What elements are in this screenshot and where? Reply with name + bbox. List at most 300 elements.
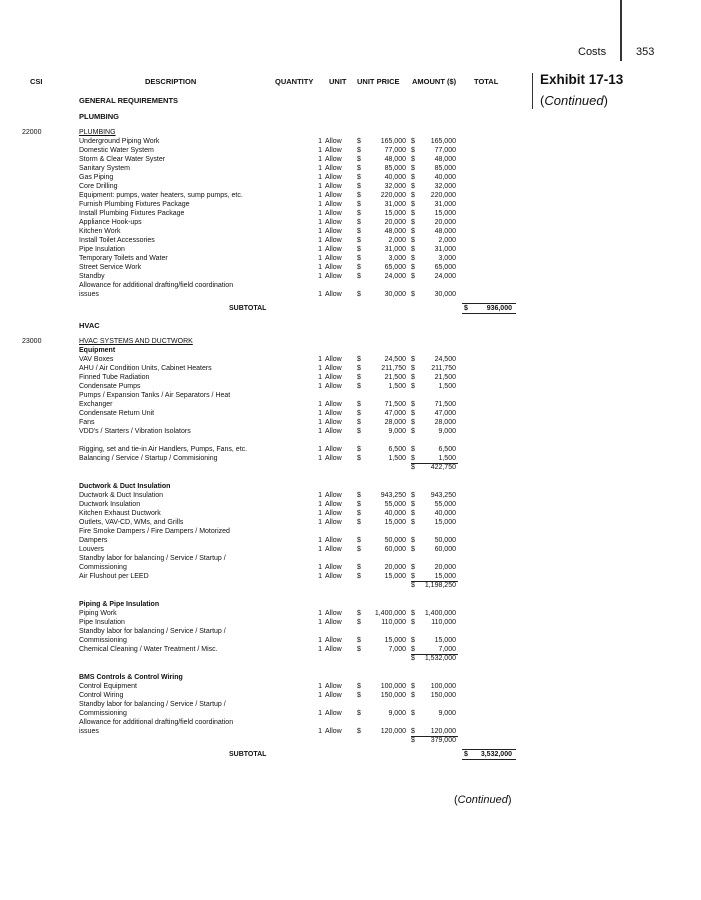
item-description: Commissioning (79, 637, 127, 644)
currency-symbol: $ (411, 710, 415, 717)
item-description: Pumps / Expansion Tanks / Air Separators / Heat (79, 392, 231, 399)
item-unit-price: 65,000 (384, 264, 406, 271)
item-unit: Allow (325, 401, 342, 408)
currency-symbol: $ (357, 537, 361, 544)
group-total-row (0, 463, 701, 472)
currency-symbol: $ (357, 637, 361, 644)
exhibit-title: Exhibit 17-13 (540, 72, 624, 87)
item-amount: 211,750 (431, 365, 456, 372)
currency-symbol: $ (411, 183, 415, 190)
currency-symbol: $ (411, 610, 415, 617)
item-description: Install Plumbing Fixtures Package (79, 210, 185, 217)
item-quantity: 1 (318, 637, 322, 644)
item-quantity: 1 (318, 492, 322, 499)
item-unit: Allow (325, 501, 342, 508)
item-amount: 60,000 (434, 546, 456, 553)
line-item (0, 636, 701, 645)
currency-symbol: $ (411, 356, 415, 363)
total-currency: $ (464, 305, 468, 312)
item-unit-price: 71,500 (384, 401, 406, 408)
item-amount: 120,000 (430, 728, 456, 735)
currency-symbol: $ (357, 192, 361, 199)
item-unit: Allow (325, 264, 342, 271)
section-heading (0, 112, 701, 121)
item-unit: Allow (325, 419, 342, 426)
plumbing-division-header (0, 128, 701, 137)
line-item (0, 563, 701, 572)
item-description: Fire Smoke Dampers / Fire Dampers / Motorized (79, 528, 230, 535)
item-quantity: 1 (318, 246, 322, 253)
item-unit: Allow (325, 365, 342, 372)
total-currency: $ (464, 751, 468, 758)
currency-symbol: $ (411, 192, 415, 199)
currency-symbol: $ (357, 728, 361, 735)
item-amount: 1,400,000 (424, 610, 456, 617)
item-description: Equipment: pumps, water heaters, sump pumps, etc. (79, 192, 243, 199)
item-description: Pipe Insulation (79, 619, 125, 626)
item-amount: 40,000 (434, 174, 456, 181)
item-quantity: 1 (318, 428, 322, 435)
line-item (0, 173, 701, 182)
plumbing-heading: PLUMBING (79, 112, 119, 121)
item-description: issues (79, 291, 99, 298)
item-unit-price: 1,500 (388, 383, 406, 390)
currency-symbol: $ (357, 147, 361, 154)
group-heading (0, 482, 701, 491)
group-heading (0, 346, 701, 355)
paren-close: ) (603, 93, 608, 108)
item-unit: Allow (325, 192, 342, 199)
item-unit: Allow (325, 410, 342, 417)
item-unit-price: 32,000 (384, 183, 406, 190)
item-amount: 85,000 (434, 165, 456, 172)
item-amount: 47,000 (434, 410, 456, 417)
running-header-section: Costs (578, 46, 607, 58)
item-unit: Allow (325, 138, 342, 145)
csi-code: 23000 (22, 338, 42, 345)
item-unit-price: 220,000 (380, 192, 406, 199)
item-unit: Allow (325, 637, 342, 644)
group-total-row (0, 654, 701, 663)
item-unit-price: 943,250 (380, 492, 406, 499)
item-quantity: 1 (318, 383, 322, 390)
currency-symbol: $ (357, 428, 361, 435)
item-unit-price: 28,000 (384, 419, 406, 426)
currency-symbol: $ (411, 291, 415, 298)
item-description: Gas Piping (79, 174, 114, 181)
item-quantity: 1 (318, 401, 322, 408)
subtotal-underline (462, 313, 516, 314)
subtotal-value: 3,532,000 (480, 751, 512, 758)
currency-symbol: $ (411, 501, 415, 508)
item-unit-price: 120,000 (380, 728, 406, 735)
item-quantity: 1 (318, 710, 322, 717)
item-unit-price: 60,000 (384, 546, 406, 553)
line-item (0, 645, 701, 654)
currency-symbol: $ (357, 683, 361, 690)
currency-symbol: $ (357, 446, 361, 453)
item-unit: Allow (325, 537, 342, 544)
col-header-quantity: QUANTITY (275, 77, 314, 86)
item-amount: 21,500 (434, 374, 456, 381)
item-description: Control Equipment (79, 683, 137, 690)
item-amount: 1,500 (438, 383, 456, 390)
currency-symbol: $ (411, 692, 415, 699)
division-title: PLUMBING (79, 129, 116, 136)
col-header-unit-price: UNIT PRICE (357, 77, 400, 86)
currency-symbol: $ (411, 201, 415, 208)
currency-symbol: $ (411, 246, 415, 253)
item-quantity: 1 (318, 156, 322, 163)
item-description: Condensate Return Unit (79, 410, 155, 417)
line-item (0, 218, 701, 227)
item-unit-price: 165,000 (380, 138, 406, 145)
line-item (0, 245, 701, 254)
item-quantity: 1 (318, 410, 322, 417)
item-unit-price: 15,000 (384, 519, 406, 526)
item-description: Chemical Cleaning / Water Treatment / Misc. (79, 646, 218, 653)
currency-symbol: $ (411, 646, 415, 653)
line-item (0, 191, 701, 200)
continued-word: Continued (544, 93, 604, 108)
item-description: Dampers (79, 537, 108, 544)
currency-symbol: $ (411, 519, 415, 526)
subtotal-overline (462, 303, 516, 304)
item-amount: 48,000 (434, 228, 456, 235)
item-unit-price: 9,000 (388, 710, 406, 717)
item-amount: 220,000 (430, 192, 456, 199)
currency-symbol: $ (357, 183, 361, 190)
item-unit-price: 3,000 (388, 255, 406, 262)
item-amount: 110,000 (431, 619, 456, 626)
section-heading (0, 321, 701, 330)
currency-symbol: $ (411, 728, 415, 735)
item-amount: 7,000 (438, 646, 456, 653)
item-quantity: 1 (318, 692, 322, 699)
item-quantity: 1 (318, 510, 322, 517)
item-unit: Allow (325, 219, 342, 226)
item-unit-price: 47,000 (384, 410, 406, 417)
subtotal-value: 936,000 (486, 305, 512, 312)
currency-symbol: $ (411, 210, 415, 217)
currency-symbol: $ (357, 174, 361, 181)
continued-word: Continued (457, 794, 508, 806)
item-unit-price: 9,000 (388, 428, 406, 435)
item-description: Commissioning (79, 564, 127, 571)
item-quantity: 1 (318, 273, 322, 280)
item-description: Standby labor for balancing / Service / Startup / (79, 555, 226, 562)
item-unit-price: 50,000 (384, 537, 406, 544)
currency-symbol: $ (357, 564, 361, 571)
line-item (0, 146, 701, 155)
item-unit-price: 15,000 (384, 573, 406, 580)
item-quantity: 1 (318, 210, 322, 217)
paren-open: ( (454, 794, 458, 806)
currency-symbol: $ (357, 237, 361, 244)
currency-symbol: $ (357, 573, 361, 580)
section-heading (0, 96, 701, 105)
item-unit: Allow (325, 455, 342, 462)
item-unit-price: 31,000 (384, 246, 406, 253)
currency-symbol: $ (357, 546, 361, 553)
group-total: 1,198,250 (424, 582, 456, 589)
item-unit-price: 55,000 (384, 501, 406, 508)
item-quantity: 1 (318, 192, 322, 199)
line-item (0, 182, 701, 191)
group-title: BMS Controls & Control Wiring (79, 674, 183, 681)
line-item (0, 382, 701, 391)
item-unit-price: 30,000 (384, 291, 406, 298)
item-description: Standby (79, 273, 105, 280)
currency-symbol: $ (357, 356, 361, 363)
currency-symbol: $ (357, 219, 361, 226)
item-unit-price: 24,500 (384, 356, 406, 363)
item-unit: Allow (325, 610, 342, 617)
item-description: Ductwork & Duct Insulation (79, 492, 164, 499)
line-item (0, 164, 701, 173)
item-amount: 24,500 (434, 356, 456, 363)
item-amount: 24,000 (434, 273, 456, 280)
item-amount: 77,000 (434, 147, 456, 154)
line-item (0, 545, 701, 554)
item-description: Rigging, set and tie-in Air Handlers, Pumps, Fans, etc. (79, 446, 248, 453)
item-description: Appliance Hook-ups (79, 219, 142, 226)
item-description: VDD's / Starters / Vibration Isolators (79, 428, 191, 435)
item-unit: Allow (325, 356, 342, 363)
currency-symbol: $ (357, 710, 361, 717)
item-quantity: 1 (318, 356, 322, 363)
line-item (0, 718, 701, 727)
item-unit: Allow (325, 183, 342, 190)
item-quantity: 1 (318, 174, 322, 181)
currency-symbol: $ (411, 637, 415, 644)
line-item (0, 263, 701, 272)
item-amount: 15,000 (434, 210, 456, 217)
item-unit-price: 6,500 (388, 446, 406, 453)
item-unit: Allow (325, 510, 342, 517)
line-item (0, 618, 701, 627)
item-amount: 2,000 (438, 237, 456, 244)
item-quantity: 1 (318, 501, 322, 508)
item-description: Kitchen Work (79, 228, 121, 235)
item-unit: Allow (325, 291, 342, 298)
item-amount: 28,000 (434, 419, 456, 426)
item-unit-price: 2,000 (388, 237, 406, 244)
item-unit: Allow (325, 619, 342, 626)
item-description: Sanitary System (79, 165, 130, 172)
item-amount: 20,000 (434, 219, 456, 226)
line-item (0, 491, 701, 500)
item-unit-price: 40,000 (384, 174, 406, 181)
currency-symbol: $ (411, 464, 415, 471)
currency-symbol: $ (357, 492, 361, 499)
currency-symbol: $ (411, 219, 415, 226)
item-description: Temporary Toilets and Water (79, 255, 168, 262)
line-item (0, 400, 701, 409)
item-amount: 9,000 (438, 428, 456, 435)
item-unit: Allow (325, 383, 342, 390)
line-item (0, 500, 701, 509)
item-description: Outlets, VAV-CD, WMs, and Grills (79, 519, 184, 526)
currency-symbol: $ (411, 264, 415, 271)
currency-symbol: $ (411, 510, 415, 517)
item-unit: Allow (325, 156, 342, 163)
currency-symbol: $ (411, 492, 415, 499)
item-description: Standby labor for balancing / Service / Startup / (79, 628, 226, 635)
hvac-heading: HVAC (79, 321, 100, 330)
item-unit: Allow (325, 165, 342, 172)
currency-symbol: $ (357, 383, 361, 390)
line-item (0, 691, 701, 700)
currency-symbol: $ (357, 255, 361, 262)
currency-symbol: $ (357, 401, 361, 408)
item-quantity: 1 (318, 455, 322, 462)
paren-open: ( (540, 93, 545, 108)
currency-symbol: $ (357, 201, 361, 208)
general-requirements-heading: GENERAL REQUIREMENTS (79, 96, 179, 105)
group-title: Equipment (79, 347, 116, 354)
line-item (0, 527, 701, 536)
item-unit: Allow (325, 710, 342, 717)
item-unit: Allow (325, 246, 342, 253)
line-item (0, 364, 701, 373)
item-description: Kitchen Exhaust Ductwork (79, 510, 161, 517)
item-description: Underground Piping Work (79, 138, 160, 145)
item-amount: 1,500 (438, 455, 456, 462)
line-item (0, 227, 701, 236)
item-description: Piping Work (79, 610, 117, 617)
item-unit-price: 7,000 (388, 646, 406, 653)
currency-symbol: $ (411, 655, 415, 662)
currency-symbol: $ (411, 156, 415, 163)
item-quantity: 1 (318, 264, 322, 271)
line-item (0, 373, 701, 382)
item-unit: Allow (325, 646, 342, 653)
subtotal-underline (462, 759, 516, 760)
item-unit-price: 21,500 (384, 374, 406, 381)
item-unit: Allow (325, 237, 342, 244)
subtotal-label: SUBTOTAL (229, 751, 267, 758)
currency-symbol: $ (357, 264, 361, 271)
line-item (0, 554, 701, 563)
item-amount: 40,000 (434, 510, 456, 517)
line-item (0, 209, 701, 218)
item-description: Air Flushout per LEED (79, 573, 149, 580)
item-amount: 55,000 (434, 501, 456, 508)
line-item (0, 427, 701, 436)
currency-symbol: $ (411, 165, 415, 172)
item-description: Commissioning (79, 710, 127, 717)
currency-symbol: $ (411, 564, 415, 571)
item-quantity: 1 (318, 619, 322, 626)
group-total: 422,750 (430, 464, 456, 471)
currency-symbol: $ (357, 291, 361, 298)
currency-symbol: $ (357, 410, 361, 417)
item-description: Control Wiring (79, 692, 124, 699)
item-unit: Allow (325, 519, 342, 526)
line-item (0, 155, 701, 164)
item-amount: 150,000 (430, 692, 456, 699)
item-quantity: 1 (318, 610, 322, 617)
item-unit-price: 15,000 (384, 210, 406, 217)
item-unit-price: 85,000 (384, 165, 406, 172)
item-quantity: 1 (318, 728, 322, 735)
item-quantity: 1 (318, 683, 322, 690)
currency-symbol: $ (411, 410, 415, 417)
item-unit: Allow (325, 564, 342, 571)
col-header-total: TOTAL (474, 77, 499, 86)
item-quantity: 1 (318, 183, 322, 190)
currency-symbol: $ (357, 501, 361, 508)
currency-symbol: $ (357, 365, 361, 372)
item-unit-price: 31,000 (384, 201, 406, 208)
item-unit-price: 20,000 (384, 219, 406, 226)
item-amount: 32,000 (434, 183, 456, 190)
group-heading (0, 600, 701, 609)
subtotal-overline (462, 749, 516, 750)
currency-symbol: $ (411, 582, 415, 589)
currency-symbol: $ (357, 619, 361, 626)
currency-symbol: $ (411, 138, 415, 145)
item-amount: 100,000 (430, 683, 456, 690)
line-item (0, 355, 701, 364)
item-unit-price: 40,000 (384, 510, 406, 517)
item-quantity: 1 (318, 365, 322, 372)
division-title: HVAC SYSTEMS AND DUCTWORK (79, 338, 193, 345)
item-description: Condensate Pumps (79, 383, 141, 390)
item-unit: Allow (325, 228, 342, 235)
currency-symbol: $ (357, 273, 361, 280)
line-item (0, 391, 701, 400)
item-quantity: 1 (318, 291, 322, 298)
item-description: Finned Tube Radiation (79, 374, 150, 381)
item-description: VAV Boxes (79, 356, 114, 363)
item-description: Furnish Plumbing Fixtures Package (79, 201, 190, 208)
group-total-row (0, 581, 701, 590)
item-description: issues (79, 728, 99, 735)
item-amount: 48,000 (434, 156, 456, 163)
group-title: Ductwork & Duct Insulation (79, 483, 171, 490)
item-unit: Allow (325, 201, 342, 208)
currency-symbol: $ (357, 374, 361, 381)
currency-symbol: $ (411, 455, 415, 462)
item-unit: Allow (325, 273, 342, 280)
line-item (0, 200, 701, 209)
item-amount: 31,000 (434, 201, 456, 208)
line-item (0, 682, 701, 691)
item-amount: 31,000 (434, 246, 456, 253)
currency-symbol: $ (357, 519, 361, 526)
item-amount: 943,250 (430, 492, 456, 499)
item-unit: Allow (325, 546, 342, 553)
line-item (0, 236, 701, 245)
currency-symbol: $ (357, 156, 361, 163)
item-quantity: 1 (318, 419, 322, 426)
item-quantity: 1 (318, 237, 322, 244)
item-description: Fans (79, 419, 95, 426)
item-unit-price: 211,750 (381, 365, 406, 372)
item-amount: 165,000 (430, 138, 456, 145)
line-item (0, 727, 701, 736)
item-unit-price: 100,000 (380, 683, 406, 690)
item-description: Standby labor for balancing / Service / Startup / (79, 701, 226, 708)
item-unit: Allow (325, 255, 342, 262)
line-item (0, 518, 701, 527)
item-unit: Allow (325, 446, 342, 453)
item-quantity: 1 (318, 201, 322, 208)
item-amount: 71,500 (434, 401, 456, 408)
item-unit: Allow (325, 728, 342, 735)
